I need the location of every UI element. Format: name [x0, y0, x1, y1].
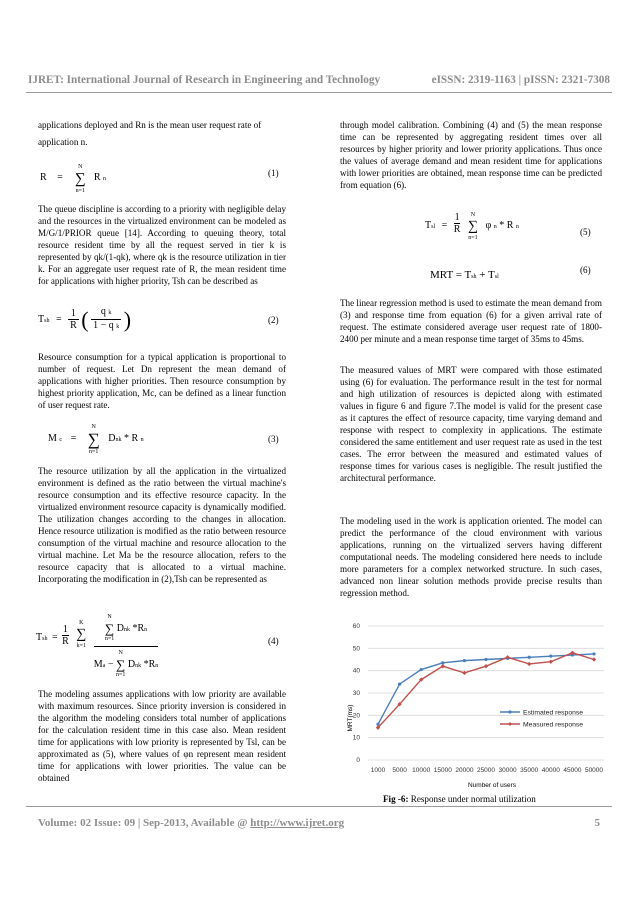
journal-title: IJRET: International Journal of Research in Engineering and Technology — [28, 74, 381, 86]
estimated-point — [549, 655, 552, 658]
x-tick-label: 50000 — [584, 767, 604, 774]
left-p5: The modeling assumes applications with low priority are available with maximum resources. Since priority inversion is considered in the algorithm the modeling considers total number of applications for the calculation resident time in this case also. Mean resident time for applications with low priority is represented by Tsl, can be approximated as (5), where values of φn represent mean resident time for applications with lower priorities. The value can be obtained — [38, 689, 286, 783]
x-tick-label: 25000 — [476, 767, 496, 774]
page-number: 5 — [594, 817, 600, 829]
equation-6: MRT = Tsh + Tsl — [430, 269, 499, 281]
equation-4: Tsh = $\frac{1}{R}$ K ∑ k=1 N ∑ n=1 Dnk *Rn Ma − N ∑ n=1 Dnk *Rn — [36, 614, 159, 678]
equation-3: M c = N ∑ n=1 Dnk * R n — [48, 424, 144, 455]
x-tick-label: 5000 — [392, 767, 407, 774]
measured-point — [484, 664, 488, 668]
figure-caption — [383, 794, 536, 804]
response-chart — [330, 618, 614, 788]
left-p2: The queue discipline is according to a priority with negligible delay and the resources in the virtualized environment can be modeled as M/G/1/PRIOR queue [14]. According to queuing theory, total resource resident time by all the request served in tier k is represented by qk/(1-qk), where qk is the resource utilization in tier k. For an aggregate user request rate of R, the mean resident time for applications with higher priority, Tsh can be described as — [38, 204, 286, 286]
legend-marker — [508, 722, 512, 726]
figure-caption-text: Response under normal utilization — [408, 794, 536, 804]
equation-number-4: (4) — [268, 636, 279, 646]
x-tick-label: 45000 — [563, 767, 582, 774]
running-footer — [38, 817, 600, 829]
y-tick-label: 10 — [352, 734, 360, 742]
x-tick-label: 40000 — [541, 767, 560, 774]
y-tick-label: 0 — [356, 757, 360, 764]
equation-2: Tsh = $\frac{1}{R}$ ( $\frac{\text{q k}}{\text{1 − q k}}$ ) — [38, 306, 132, 332]
issn: eISSN: 2319-1163 | pISSN: 2321-7308 — [431, 74, 610, 86]
right-p2: The linear regression method is used to estimate the mean demand from (3) and response time from equation (6) for a given arrival rate of request. The estimate considered average user request rate of 1800- 2400 per minute and a mean response time target of 35ms to 45ms. — [340, 298, 602, 344]
equation-number-3: (3) — [268, 434, 279, 444]
measured-point — [527, 662, 531, 666]
measured-point — [592, 657, 596, 661]
y-tick-label: 50 — [352, 645, 360, 653]
footer-volume: Volume: 02 Issue: 09 | Sep-2013, Available @ — [38, 817, 251, 829]
running-header — [28, 74, 610, 86]
left-p3: Resource consumption for a typical application is proportional to number of request. Let Dn represent the mean demand of applications with higher priorities. Then resource consumption by highest priority application, Mc, can be defined as a linear function of user request rate. — [38, 352, 286, 410]
legend-label: Estimated response — [523, 709, 584, 717]
left-p1: applications deployed and Rn is the mean user request rate of application n. — [38, 120, 262, 147]
y-tick-label: 20 — [352, 712, 360, 720]
legend-marker — [508, 710, 511, 713]
estimated-point — [592, 652, 595, 655]
measured-point — [462, 671, 466, 675]
equation-number-1: (1) — [268, 168, 279, 178]
y-tick-label: 30 — [352, 690, 360, 697]
estimated-point — [528, 656, 531, 659]
equation-1: R = N ∑ n=1 R n — [40, 164, 106, 194]
x-axis-label: Number of users — [467, 782, 517, 788]
legend-label: Measured response — [523, 721, 584, 729]
x-tick-label: 20000 — [455, 767, 474, 774]
equation-number-6: (6) — [580, 265, 591, 275]
equation-number-5: (5) — [580, 227, 591, 237]
x-tick-label: 35000 — [520, 767, 539, 774]
journal-link[interactable]: http://www.ijret.org — [250, 817, 345, 829]
estimated-point — [463, 659, 466, 662]
x-tick-label: 1000 — [370, 767, 386, 774]
footer-rule — [26, 806, 612, 807]
y-tick-label: 60 — [352, 623, 360, 630]
estimated-point — [441, 661, 444, 664]
x-tick-label: 15000 — [433, 767, 452, 774]
measured-point — [549, 660, 553, 664]
x-tick-label: 10000 — [412, 767, 431, 774]
y-tick-label: 40 — [352, 667, 360, 675]
left-p4: The resource utilization by all the application in the virtualized environment is defined as the ratio between the virtual machine's resource consumption and its effective resource capacity. In the virtualized environment resource capacity is dynamically modified. The utilization changes according to the changes in allocation. Hence resource utilization is modified as the ratio between resource consumption of the virtual machine and resource allocation to the virtual machine. Let Ma be the resource allocation, refers to the resource capacity that is allocated to a virtual machine. Incorporating the modification in (2),Tsh can be represented as — [38, 466, 286, 584]
right-p4: The modeling used in the work is application oriented. The model can predict the performance of the cloud environment with various applications, running on the virtualized servers having different computational needs. The modeling considered here needs to include more parameters for a complex networked structure. In such cases, advanced non linear solution methods provide precise results than regression method. — [340, 516, 602, 598]
equation-number-2: (2) — [268, 315, 279, 325]
estimated-point — [484, 658, 487, 661]
header-rule — [26, 92, 612, 93]
y-axis-label: MRT(ms) — [347, 704, 354, 732]
estimated-point — [420, 668, 423, 671]
figure-label: Fig -6: — [383, 794, 409, 804]
right-p3: The measured values of MRT were compared with those estimated using (6) for evaluation. The performance result in the test for normal and high utilization of resources is depicted along with estimated values in figure 6 and figure 7.The model is valid for the present case as it captures the effect of resource capacity, time varying demand and response with respect to complexity in applications. The estimate considered the same entitlement and user request rate as used in the test cases. The error between the measured and estimated values of response times for various cases is negligible. The result justified the architectural performance. — [340, 365, 602, 483]
x-tick-label: 30000 — [498, 767, 517, 774]
right-p1: through model calibration. Combining (4) and (5) the mean response time can be represented by aggregating resident times over all resources by higher priority and lower priority applications. Thus once the values of average demand and mean resident time for applications with lower priorities are obtained, mean response time can be predicted from equation (6). — [340, 120, 602, 190]
equation-5: Tsl = $\frac{1}{R}$ N ∑ n=1 φ n * R n — [425, 212, 519, 241]
estimated-point — [398, 682, 401, 685]
